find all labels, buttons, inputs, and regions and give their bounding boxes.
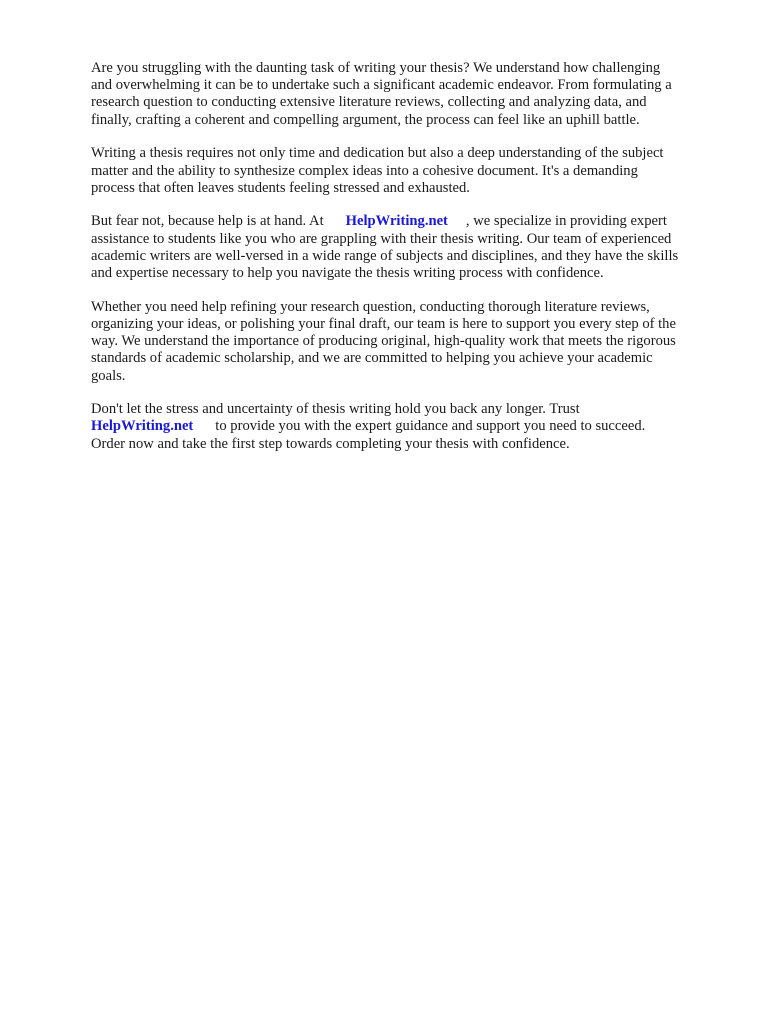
paragraph-line: standards of academic scholarship, and we are committed to helping you achieve your academic — [91, 350, 653, 367]
paragraph-line: way. We understand the importance of producing original, high-quality work that meets the rigorous — [91, 333, 676, 350]
paragraph-line: finally, crafting a coherent and compelling argument, the process can feel like an uphill battle. — [91, 111, 640, 128]
paragraph-help — [91, 213, 721, 282]
paragraph-line — [91, 418, 721, 435]
line-text: But fear not, because help is at hand. At — [91, 213, 324, 230]
helpwriting-link[interactable]: HelpWriting.net — [345, 213, 448, 230]
paragraph-line: Don't let the stress and uncertainty of thesis writing hold you back any longer. Trust — [91, 401, 580, 418]
paragraph-line: Whether you need help refining your research question, conducting thorough literature reviews, — [91, 298, 650, 315]
paragraph-line: assistance to students like you who are grappling with their thesis writing. Our team of experienced — [91, 230, 672, 247]
paragraph-services — [91, 299, 721, 385]
paragraph-requirements — [91, 145, 721, 197]
helpwriting-link[interactable]: HelpWriting.net — [91, 418, 194, 435]
paragraph-line: Writing a thesis requires not only time and dedication but also a deep understanding of the subject — [91, 145, 664, 162]
paragraph-call-to-action — [91, 401, 721, 453]
paragraph-line: organizing your ideas, or polishing your final draft, our team is here to support you every step of the — [91, 315, 676, 332]
paragraph-intro — [91, 60, 721, 129]
paragraph-line: Order now and take the first step towards completing your thesis with confidence. — [91, 435, 570, 452]
paragraph-line: goals. — [91, 367, 126, 384]
paragraph-line: and overwhelming it can be to undertake such a significant academic endeavor. From formulating a — [91, 77, 672, 94]
document-body — [91, 60, 721, 469]
paragraph-line: matter and the ability to synthesize complex ideas into a cohesive document. It's a demanding — [91, 162, 638, 179]
paragraph-line: Are you struggling with the daunting task of writing your thesis? We understand how challenging — [91, 60, 661, 76]
line-text: to provide you with the expert guidance and support you need to succeed. — [215, 418, 646, 435]
paragraph-line — [91, 213, 721, 230]
line-text: , we specialize in providing expert — [465, 213, 667, 230]
paragraph-line: academic writers are well-versed in a wide range of subjects and disciplines, and they have the skills — [91, 247, 679, 264]
paragraph-line: and expertise necessary to help you navigate the thesis writing process with confidence. — [91, 265, 604, 282]
paragraph-line: process that often leaves students feeling stressed and exhausted. — [91, 179, 470, 196]
paragraph-line: research question to conducting extensive literature reviews, collecting and analyzing data, and — [91, 94, 647, 111]
